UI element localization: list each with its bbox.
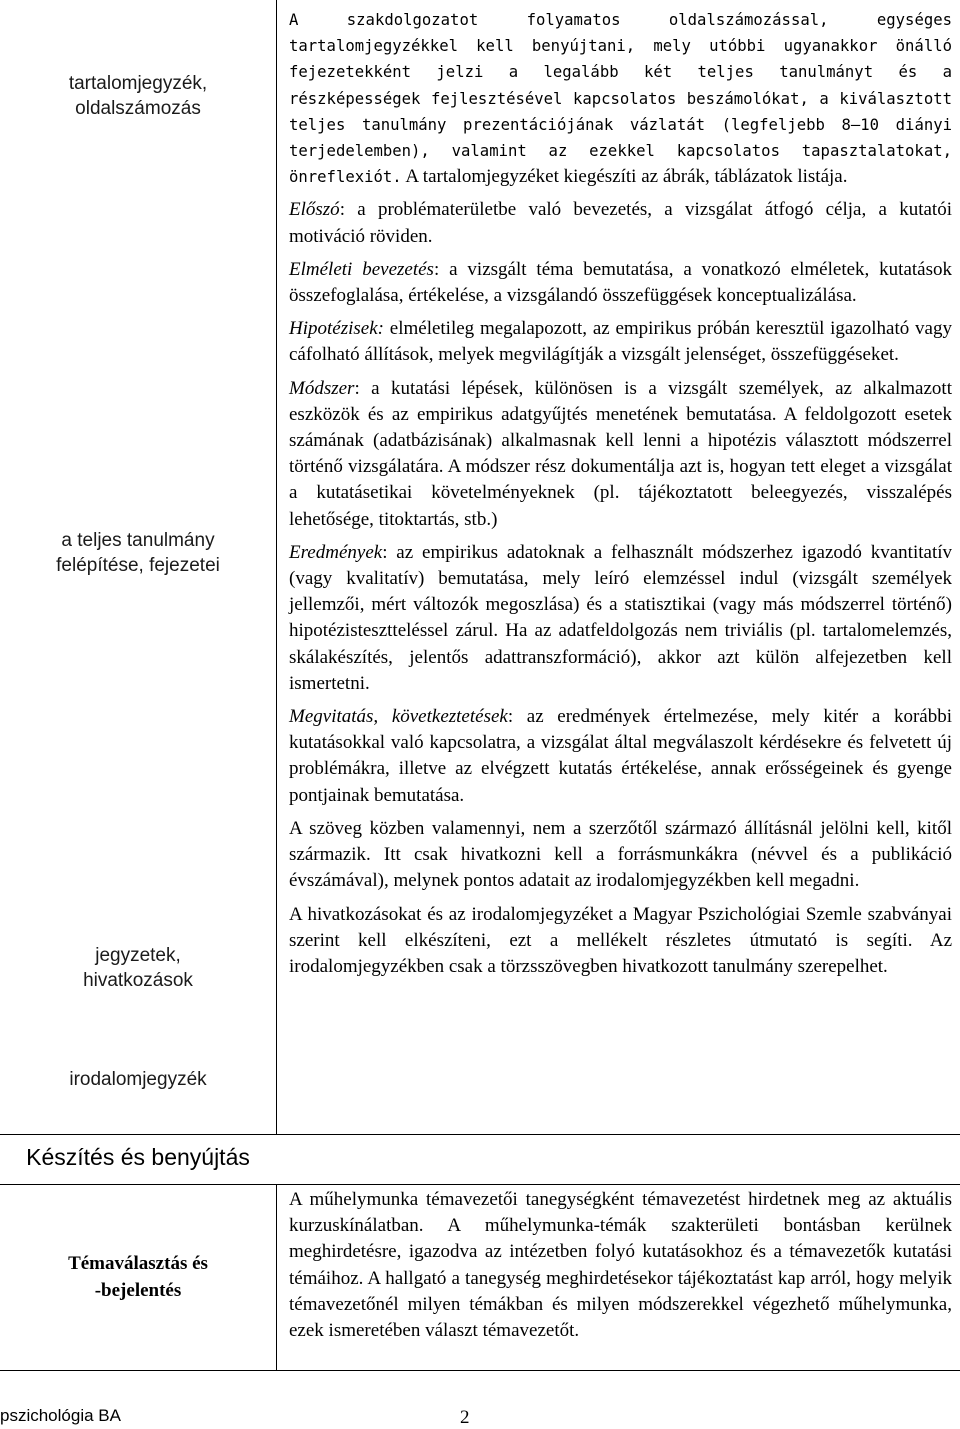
side-label-notes-line2: hivatkozások <box>83 970 193 991</box>
side-label-structure-line1: a teljes tanulmány <box>61 530 215 551</box>
divider-page-bottom <box>0 1370 960 1371</box>
side-label-notes-line1: jegyzetek, <box>95 945 181 966</box>
paragraph-results-text: : az empirikus adatoknak a felhasznált módszerhez igazodó kvantitatív (vagy kvalitatív) bemutatása, mely leíró elemzéssel indul (vizsgált személyek jellemzői, mért változók megoszlása) és a statisztikai (vagy más módszerrel történő) hipotézistesztteléssel zárul. Ha az adatfeldolgozás nem triviális (pl. tartalomelemzés, skálakészítés, jelentős adattranszformáció), akkor azt külön alfejezetben kell ismertetni. <box>289 541 952 694</box>
paragraph-hypotheses-text: elméletileg megalapozott, az empirikus próbán keresztül igazolható vagy cáfolható állítások, melyek megvilágítják a vizsgált jelenséget, összefüggéseket. <box>289 318 952 366</box>
side-label-bibliography: irodalomjegyzék <box>69 1069 207 1090</box>
paragraph-theory <box>289 257 952 309</box>
footer-program: pszichológia BA <box>0 1406 121 1425</box>
paragraph-hypotheses <box>289 316 952 368</box>
paragraph-results <box>289 540 952 697</box>
paragraph-discussion <box>289 704 952 809</box>
paragraph-contents <box>289 7 952 190</box>
paragraph-topic: A műhelymunka témavezetői tanegységként témavezetést hirdetnek meg az aktuális kurzuskínálatban. A műhelymunka-témák szakterületi bontásban kerülnek meghirdetésre, igazodva az intézetben folyó kutatásokhoz és a témavezetők kutatási témáihoz. A hallgató a tanegység meghirdetésekor tájékoztatást kap arról, hogy melyik témavezetőnél milyen témákban és milyen módszerekkel végezhető műhelymunka, ezek ismeretében választ témavezetőt. <box>289 1189 952 1342</box>
paragraph-foreword-text: : a problématerületbe való bevezetés, a vizsgálat átfogó célja, a kutatói motiváció röviden. <box>289 199 952 247</box>
side-label-topic <box>0 1250 276 1304</box>
page-number: 2 <box>460 1407 470 1428</box>
side-label-contents-line1: tartalomjegyzék, <box>68 73 208 94</box>
side-label-contents-line2: oldalszámozás <box>75 98 201 119</box>
side-label-topic-line2: -bejelentés <box>94 1280 182 1301</box>
paragraph-foreword <box>289 197 952 249</box>
paragraph-contents-body: A szakdolgozatot folyamatos oldalszámozással, egységes tartalomjegyzékkel kell benyújtani, mely utóbbi ugyanakkor önálló fejezetekként jelzi a legalább két teljes tanulmányt és a részképességek fejlesztésével kapcsolatos beszámolókat, a kiválasztott teljes tanulmány prezentációjának vázlatát (legfeljebb 8–10 diányi terjedelemben), valamint az ezekkel kapcsolatos tapasztalatokat, önreflexiót. <box>289 11 952 187</box>
term-foreword: Előszó <box>289 199 340 221</box>
term-results: Eredmények <box>289 541 383 563</box>
divider-section-bottom <box>0 1184 960 1185</box>
term-method: Módszer <box>289 377 355 399</box>
main-text-upper <box>289 7 952 987</box>
paragraph-bibliography: A hivatkozásokat és az irodalomjegyzéket a Magyar Pszichológiai Szemle szabványai szerint kell elkészíteni, ezt a mellékelt részletes útmutató is segíti. Az irodalomjegyzékben csak a törzsszövegben hivatkozott tanulmány szerepelhet. <box>289 903 952 977</box>
paragraph-contents-tail: A tartalomjegyzéket kiegészíti az ábrák, táblázatok listája. <box>401 166 848 188</box>
section-heading: Készítés és benyújtás <box>26 1144 250 1170</box>
side-label-notes <box>0 943 276 993</box>
term-discussion: Megvitatás, következtetések <box>289 706 508 728</box>
paragraph-theory-text: : a vizsgált téma bemutatása, a vonatkozó elméletek, kutatások összefoglalása, értékelése, a vizsgálandó összefüggések konceptualizálása. <box>289 258 952 307</box>
divider-section-top <box>0 1134 960 1135</box>
side-label-structure <box>0 528 276 578</box>
paragraph-method <box>289 376 952 533</box>
paragraph-notes: A szöveg közben valamennyi, nem a szerzőtől származó állításnál jelölni kell, kitől származik. Itt csak hivatkozni kell a forrásmunkákra (névvel és a publikáció évszámával), melynek pontos adatait az irodalomjegyzékben kell megadni. <box>289 817 952 892</box>
paragraph-discussion-text: : az eredmények értelmezése, mely kitér a korábbi kutatásokkal való kapcsolatra, a vizsgálat által megválaszolt kérdésekre és felvetett új problémákra, illetve az elvégzett kutatás értékelése, annak erősségeinek és gyenge pontjainak bemutatása. <box>289 706 952 806</box>
side-label-contents <box>0 71 276 121</box>
paragraph-method-text: : a kutatási lépések, különösen is a vizsgált személyek, az alkalmazott eszközök és az empirikus adatgyűjtés menetének bemutatása. A feldolgozott esetek számának (adatbázisának) alkalmasnak kell lenni a hipotézis választott módszerrel történő vizsgálatára. A módszer rész dokumentálja azt is, hogyan tett eleget a vizsgálat a kutatásetikai követelményeknek (pl. tájékoztatott beleegyezés, visszalépés lehetősége, titoktartás, stb.) <box>289 377 952 530</box>
term-theory: Elméleti bevezetés <box>289 258 434 280</box>
main-text-lower <box>289 1187 952 1351</box>
term-hypotheses: Hipotézisek: <box>289 318 384 340</box>
side-label-topic-line1: Témaválasztás és <box>68 1253 208 1274</box>
side-label-structure-line2: felépítése, fejezetei <box>56 555 220 576</box>
